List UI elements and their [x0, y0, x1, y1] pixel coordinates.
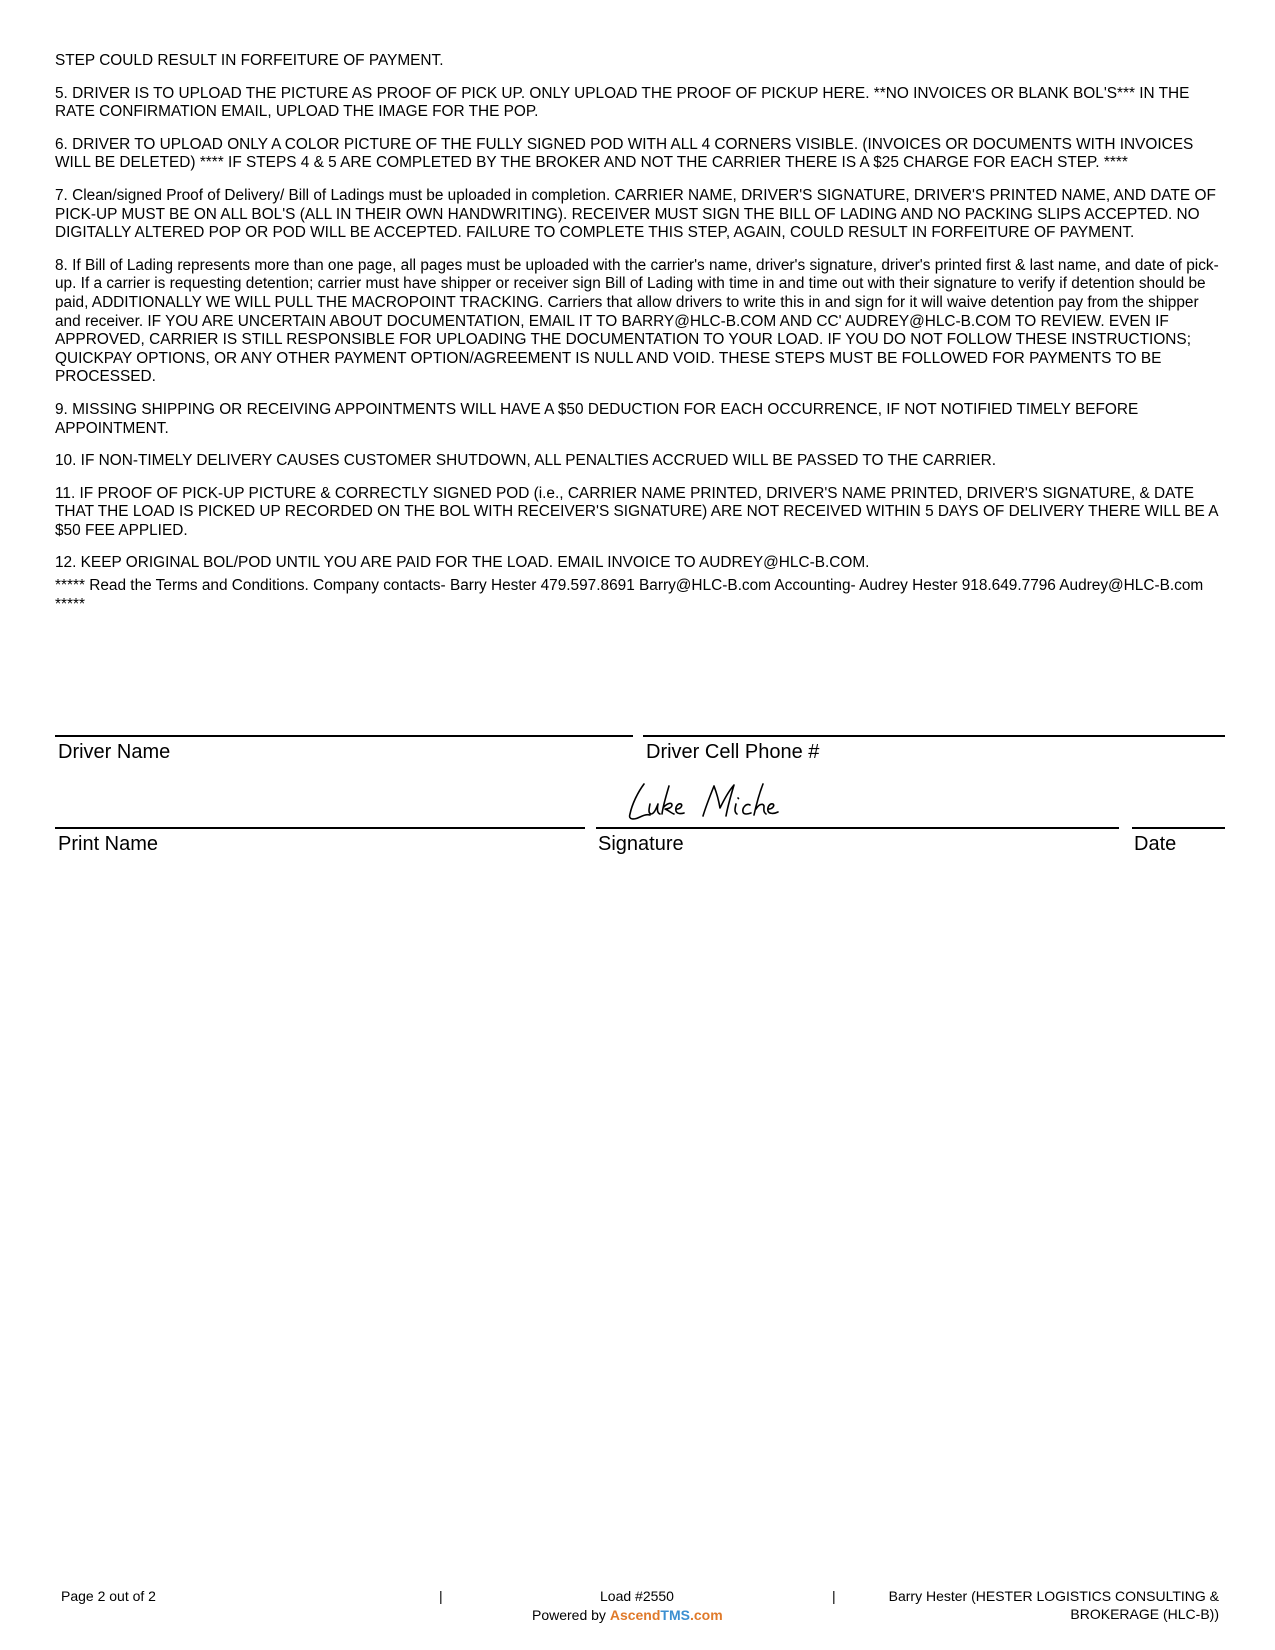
terms-intro: STEP COULD RESULT IN FORFEITURE OF PAYMENT.: [55, 52, 444, 69]
driver-name-line[interactable]: [55, 735, 633, 737]
signature-line[interactable]: [596, 827, 1119, 829]
footer-separator: |: [439, 1588, 443, 1604]
company-contacts: ***** Read the Terms and Conditions. Company contacts- Barry Hester 479.597.8691 Barry@HLC-B.com Accounting- Audrey Hester 918.649.7796 Audrey@HLC-B.com *****: [55, 577, 1204, 613]
load-number: Load #2550: [600, 1588, 674, 1604]
driver-name-label: Driver Name: [58, 741, 171, 763]
signature-label: Signature: [598, 833, 684, 855]
term-8: 8. If Bill of Lading represents more than one page, all pages must be uploaded with the carrier's name, driver's signature, driver's printed first & last name, and date of pick-up. If a carrier is requesting detention; carrier must have shipper or receiver sign Bill of Lading with time in and time out with their signature to verify if detention should be paid, ADDITIONALLY WE WILL PULL THE MACROPOINT TRACKING. Carriers that allow drivers to write this in and sign for it will waive detention pay from the shipper and receiver. IF YOU ARE UNCERTAIN ABOUT DOCUMENTATION, EMAIL IT TO BARRY@HLC-B.COM AND CC' AUDREY@HLC-B.COM TO REVIEW. EVEN IF APPROVED, CARRIER IS STILL RESPONSIBLE FOR UPLOADING THE DOCUMENTATION TO YOUR LOAD. IF YOU DO NOT FOLLOW THESE INSTRUCTIONS; QUICKPAY OPTIONS, OR ANY OTHER PAYMENT OPTION/AGREEMENT IS NULL AND VOID. THESE STEPS MUST BE FOLLOWED FOR PAYMENTS TO BE PROCESSED.: [55, 256, 1219, 386]
driver-cell-label: Driver Cell Phone #: [646, 741, 820, 763]
date-line[interactable]: [1132, 827, 1225, 829]
powered-by-label: Powered by: [532, 1607, 606, 1623]
term-5: 5. DRIVER IS TO UPLOAD THE PICTURE AS PROOF OF PICK UP. ONLY UPLOAD THE PROOF OF PICKUP HERE. **NO INVOICES OR BLANK BOL'S*** IN THE RATE CONFIRMATION EMAIL, UPLOAD THE IMAGE FOR THE POP.: [55, 84, 1190, 121]
term-12: 12. KEEP ORIGINAL BOL/POD UNTIL YOU ARE PAID FOR THE LOAD. EMAIL INVOICE TO AUDREY@HLC-B.COM.: [55, 554, 870, 572]
page-number: Page 2 out of 2: [61, 1588, 156, 1604]
term-10: 10. IF NON-TIMELY DELIVERY CAUSES CUSTOMER SHUTDOWN, ALL PENALTIES ACCRUED WILL BE PASSED TO THE CARRIER.: [55, 452, 997, 470]
term-11: 11. IF PROOF OF PICK-UP PICTURE & CORRECTLY SIGNED POD (i.e., CARRIER NAME PRINTED, DRIVER'S NAME PRINTED, DRIVER'S SIGNATURE, & DATE THAT THE LOAD IS PICKED UP RECORDED ON THE BOL WITH RECEIVER'S SIGNATURE) ARE NOT RECEIVED WITHIN 5 DAYS OF DELIVERY THERE WILL BE A $50 FEE APPLIED.: [55, 484, 1218, 539]
company-line-1: Barry Hester (HESTER LOGISTICS CONSULTING &: [888, 1588, 1219, 1604]
term-9: 9. MISSING SHIPPING OR RECEIVING APPOINTMENTS WILL HAVE A $50 DEDUCTION FOR EACH OCCURRENCE, IF NOT NOTIFIED TIMELY BEFORE APPOINTMENT.: [55, 400, 1139, 437]
date-label: Date: [1134, 833, 1177, 855]
ascendtms-logo-tms: TMS: [660, 1607, 690, 1623]
footer-separator-2: |: [832, 1588, 836, 1604]
term-6: 6. DRIVER TO UPLOAD ONLY A COLOR PICTURE OF THE FULLY SIGNED POD WITH ALL 4 CORNERS VISIBLE. (INVOICES OR DOCUMENTS WITH INVOICES WILL BE DELETED) **** IF STEPS 4 & 5 ARE COMPLETED BY THE BROKER AND NOT THE CARRIER THERE IS A $25 CHARGE FOR EACH STEP. ****: [55, 135, 1194, 172]
terms-section: [55, 52, 1225, 628]
driver-cell-line[interactable]: [643, 735, 1225, 737]
company-info: [889, 1587, 1219, 1623]
handwritten-signature: [620, 778, 830, 824]
print-name-line[interactable]: [55, 827, 585, 829]
powered-by: [532, 1606, 723, 1624]
term-7: 7. Clean/signed Proof of Delivery/ Bill of Ladings must be uploaded in completion. CARRIER NAME, DRIVER'S SIGNATURE, DRIVER'S PRINTED NAME, AND DATE OF PICK-UP MUST BE ON ALL BOL'S (ALL IN THEIR OWN HANDWRITING). RECEIVER MUST SIGN THE BILL OF LADING AND NO PACKING SLIPS ACCEPTED. NO DIGITALLY ALTERED POP OR POD WILL BE ACCEPTED. FAILURE TO COMPLETE THIS STEP, AGAIN, COULD RESULT IN FORFEITURE OF PAYMENT.: [55, 186, 1216, 242]
ascendtms-logo-ascend: Ascend: [609, 1607, 661, 1623]
company-line-2: BROKERAGE (HLC-B)): [1070, 1606, 1219, 1622]
print-name-label: Print Name: [58, 833, 159, 855]
ascendtms-logo-com: .com: [689, 1607, 723, 1623]
